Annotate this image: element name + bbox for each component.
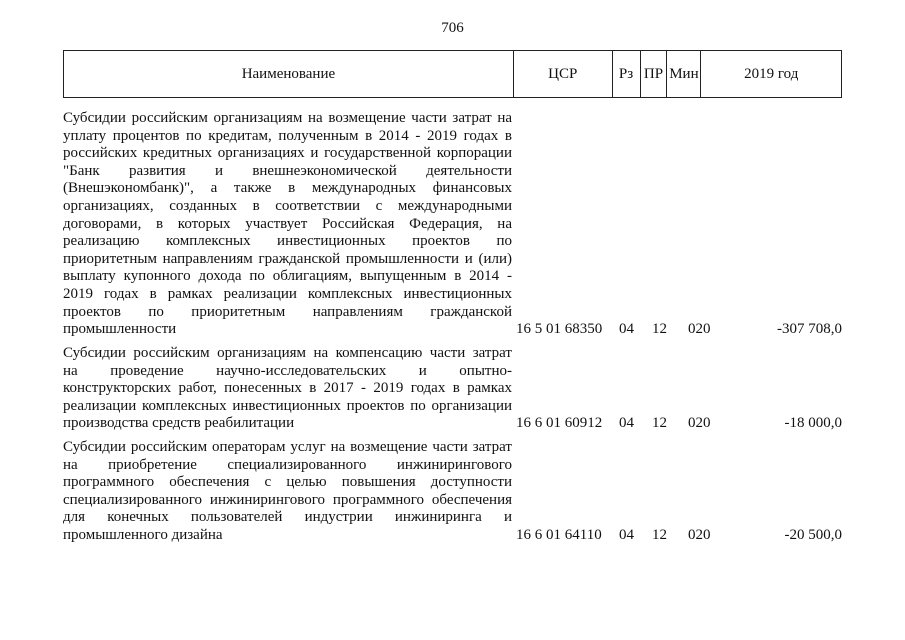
table-row bbox=[63, 345, 842, 435]
row-name-line: производства средств реабилитации bbox=[63, 415, 295, 432]
row-name bbox=[63, 439, 512, 545]
header-year: 2019 год bbox=[744, 65, 799, 82]
row-name-line: для конечных пользователей индустрии инжиниринга и bbox=[63, 509, 512, 526]
row-name-line: специализированного инжинирингового программного обеспечения bbox=[63, 491, 512, 508]
row-name-line: реализации комплексных инвестиционных проектов по организации bbox=[63, 397, 512, 414]
row-name-line: реализацию комплексных инвестиционных проектов по bbox=[63, 233, 512, 250]
row-name-line: проектов по приоритетным направлениям гражданской bbox=[63, 303, 512, 320]
row-name-line: 2019 годах в рамках реализации комплексных инвестиционных bbox=[63, 285, 512, 302]
table-header bbox=[63, 50, 842, 98]
row-name-line: программного обеспечения с целью повышения доступности bbox=[63, 474, 512, 491]
row-name-line: (Внешэкономбанк)", а также в международных финансовых bbox=[63, 180, 512, 197]
header-name: Наименование bbox=[64, 51, 514, 97]
row-min: 020 bbox=[688, 415, 711, 431]
row-year-value: -18 000,0 bbox=[784, 415, 842, 431]
page-number: 706 bbox=[441, 20, 464, 36]
row-rz: 04 bbox=[619, 527, 634, 543]
row-name bbox=[63, 345, 512, 433]
row-rz: 04 bbox=[619, 415, 634, 431]
row-name-line: приоритетным направлениям гражданской промышленности и (или) bbox=[63, 250, 512, 267]
row-name bbox=[63, 110, 512, 339]
row-name-line: организациях, созданных в соответствии с международными bbox=[63, 197, 512, 214]
row-csr: 16 6 01 60912 bbox=[516, 415, 603, 431]
header-rz: Рз bbox=[613, 51, 641, 97]
row-name-line: выплату купонного дохода по облигациям, выпущенным в 2014 - bbox=[63, 268, 512, 285]
header-csr: ЦСР bbox=[514, 51, 613, 97]
row-csr: 16 5 01 68350 bbox=[516, 321, 603, 337]
row-name-line: на приобретение специализированного инжинирингового bbox=[63, 456, 512, 473]
row-min: 020 bbox=[688, 321, 711, 337]
row-name-line: на проведение научно-исследовательских и опытно- bbox=[63, 362, 512, 379]
row-name-line: уплату процентов по кредитам, полученным в 2014 - 2019 годах в bbox=[63, 127, 512, 144]
row-name-line: Субсидии российским организациям на компенсацию части затрат bbox=[63, 345, 512, 361]
row-name-line: российских кредитных организациях и государственной корпорации bbox=[63, 145, 512, 162]
row-name-line: промышленности bbox=[63, 321, 177, 338]
table-row bbox=[63, 110, 842, 340]
row-csr: 16 6 01 64110 bbox=[516, 527, 602, 543]
row-name-line: договорами, в которых участвует Российская Федерация, на bbox=[63, 215, 512, 232]
row-name-line: Субсидии российским операторам услуг на возмещение части затрат bbox=[63, 439, 512, 455]
row-name-line: промышленного дизайна bbox=[63, 526, 223, 543]
row-name-line: "Банк развития и внешнеэкономической деятельности bbox=[63, 162, 512, 179]
row-rz: 04 bbox=[619, 321, 634, 337]
row-name-line: Субсидии российским организациям на возмещение части затрат на bbox=[63, 110, 512, 126]
row-year-value: -307 708,0 bbox=[777, 321, 842, 337]
table-row bbox=[63, 439, 842, 549]
header-min: Мин bbox=[667, 51, 701, 97]
header-pr: ПР bbox=[641, 51, 668, 97]
row-year-value: -20 500,0 bbox=[784, 527, 842, 543]
row-name-line: конструкторских работ, понесенных в 2017 - 2019 годах в рамках bbox=[63, 380, 512, 397]
row-min: 020 bbox=[688, 527, 711, 543]
row-pr: 12 bbox=[652, 415, 667, 431]
row-pr: 12 bbox=[652, 321, 667, 337]
row-pr: 12 bbox=[652, 527, 667, 543]
